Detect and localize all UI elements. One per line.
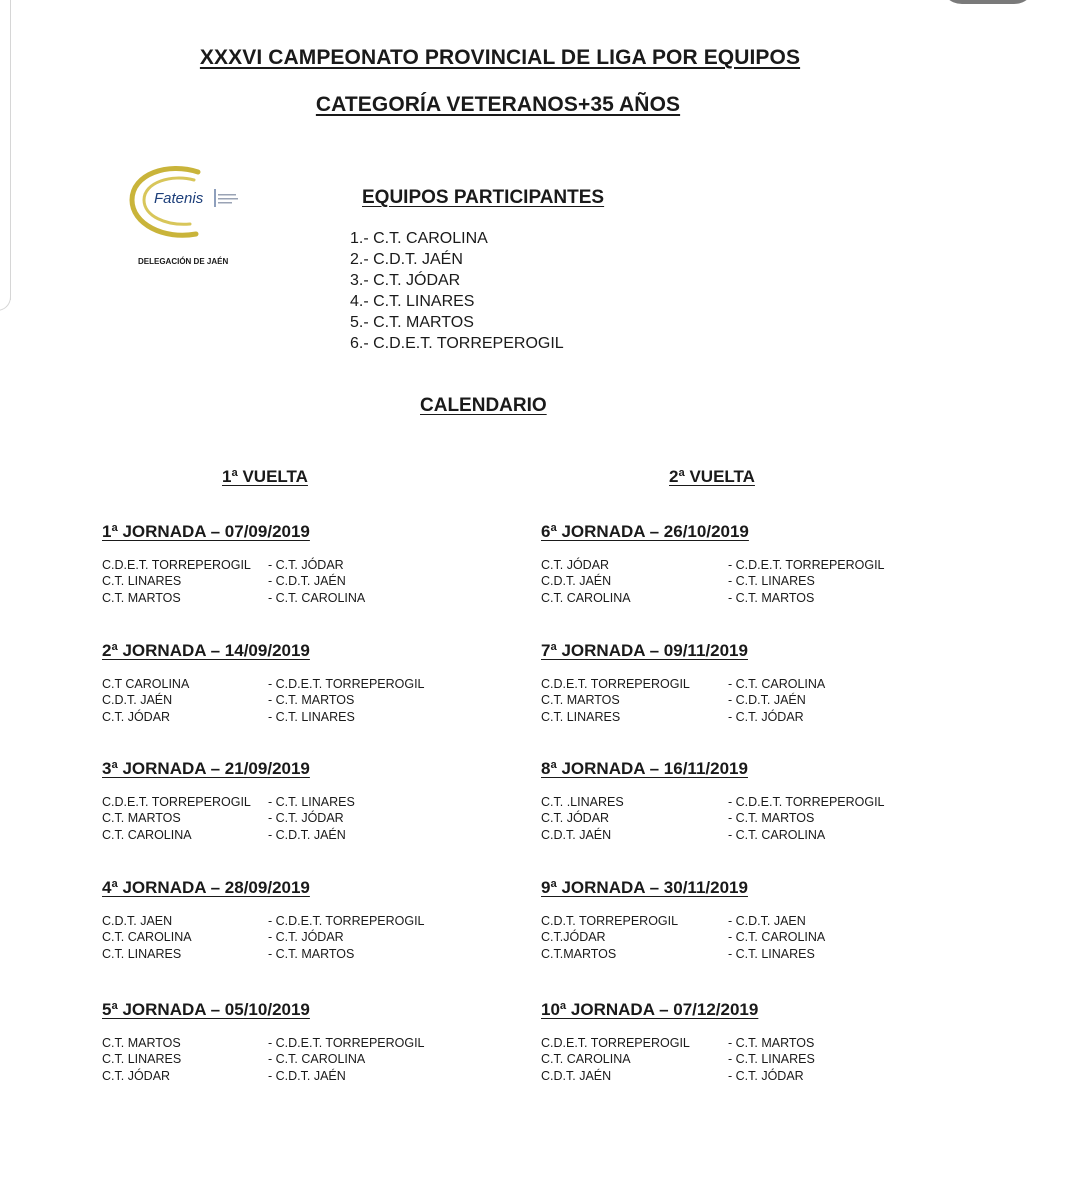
match-list bbox=[541, 676, 981, 725]
fatenis-logo bbox=[128, 158, 243, 248]
match-row bbox=[102, 709, 542, 725]
away-team: - C.D.E.T. TORREPEROGIL bbox=[268, 1036, 425, 1050]
home-team: C.D.T. JAEN bbox=[102, 914, 173, 928]
away-team: - C.T. LINARES bbox=[268, 795, 355, 809]
match-row bbox=[102, 590, 542, 606]
jornada-title: 10ª JORNADA – 07/12/2019 bbox=[541, 1000, 759, 1019]
jornada-block bbox=[102, 878, 542, 962]
home-team: C.T. CAROLINA bbox=[541, 1052, 631, 1067]
away-team: - C.T. MARTOS bbox=[728, 590, 815, 605]
home-team: C.D.E.T. TORREPEROGIL bbox=[102, 795, 251, 809]
match-row bbox=[102, 946, 542, 962]
team-list bbox=[350, 228, 564, 354]
jornada-title: 1ª JORNADA – 07/09/2019 bbox=[102, 522, 310, 541]
teams-heading: EQUIPOS PARTICIPANTES bbox=[362, 187, 605, 208]
match-row bbox=[102, 1068, 542, 1084]
away-team: - C.D.E.T. TORREPEROGIL bbox=[268, 677, 425, 691]
match-list bbox=[541, 1035, 981, 1084]
away-team: - C.T. CAROLINA bbox=[728, 930, 826, 945]
match-row bbox=[541, 946, 981, 962]
logo-brand-text: Fatenis bbox=[154, 190, 204, 207]
jornada-block bbox=[541, 759, 981, 843]
away-team: - C.T. CAROLINA bbox=[268, 590, 366, 605]
away-team: - C.T. CAROLINA bbox=[728, 827, 826, 842]
home-team: C.T. JÓDAR bbox=[102, 709, 171, 724]
jornada-title: 3ª JORNADA – 21/09/2019 bbox=[102, 759, 310, 778]
jornada-block bbox=[102, 522, 542, 606]
home-team: C.T. MARTOS bbox=[102, 590, 181, 605]
away-team: - C.D.T. JAÉN bbox=[268, 574, 346, 589]
match-row bbox=[541, 709, 981, 725]
jornada-block bbox=[102, 1000, 542, 1084]
home-team: C.T. JÓDAR bbox=[541, 558, 610, 572]
match-row bbox=[541, 1051, 981, 1067]
home-team: C.T. MARTOS bbox=[541, 693, 620, 708]
jornada-block bbox=[541, 1000, 981, 1084]
home-team: C.T.JÓDAR bbox=[541, 930, 606, 945]
match-row bbox=[541, 692, 981, 708]
second-round-heading: 2ª VUELTA bbox=[669, 467, 755, 486]
calendar-heading: CALENDARIO bbox=[420, 395, 547, 416]
jornada-block bbox=[541, 522, 981, 606]
first-round-heading: 1ª VUELTA bbox=[222, 467, 308, 486]
match-row bbox=[102, 573, 542, 589]
jornada-title: 5ª JORNADA – 05/10/2019 bbox=[102, 1000, 310, 1019]
home-team: C.T. CAROLINA bbox=[102, 827, 192, 842]
away-team: - C.T. LINARES bbox=[728, 946, 815, 961]
away-team: - C.T. JÓDAR bbox=[268, 558, 344, 572]
jornada-block bbox=[541, 641, 981, 725]
home-team: C.T. CAROLINA bbox=[541, 590, 631, 605]
match-row bbox=[541, 1035, 981, 1051]
away-team: - C.T. LINARES bbox=[728, 574, 815, 589]
home-team: C.T. JÓDAR bbox=[102, 1068, 171, 1083]
jornada-title: 8ª JORNADA – 16/11/2019 bbox=[541, 759, 748, 778]
home-team: C.T. LINARES bbox=[102, 574, 182, 589]
match-row bbox=[541, 676, 981, 692]
home-team: C.D.T. TORREPEROGIL bbox=[541, 914, 679, 928]
home-team: C.T. .LINARES bbox=[541, 795, 624, 809]
home-team: C.T. MARTOS bbox=[102, 811, 181, 826]
match-row bbox=[541, 590, 981, 606]
away-team: - C.T. LINARES bbox=[268, 709, 355, 724]
match-row bbox=[541, 557, 981, 573]
jornada-title: 9ª JORNADA – 30/11/2019 bbox=[541, 878, 748, 897]
match-row bbox=[102, 827, 542, 843]
away-team: - C.T. MARTOS bbox=[728, 811, 815, 826]
away-team: - C.T. JÓDAR bbox=[268, 811, 344, 826]
match-list bbox=[102, 1035, 542, 1084]
away-team: - C.D.E.T. TORREPEROGIL bbox=[728, 558, 885, 572]
match-list bbox=[102, 557, 542, 606]
document-subtitle: CATEGORÍA VETERANOS+35 AÑOS bbox=[315, 93, 681, 116]
camera-notch-shape bbox=[940, 0, 1036, 4]
page-edge-curve bbox=[0, 285, 11, 311]
match-row bbox=[102, 1051, 542, 1067]
match-list bbox=[102, 794, 542, 843]
team-item: 4.- C.T. LINARES bbox=[350, 293, 475, 310]
home-team: C.T. LINARES bbox=[102, 946, 182, 961]
team-item: 2.- C.D.T. JAÉN bbox=[350, 251, 463, 268]
match-row bbox=[102, 810, 542, 826]
home-team: C.T. MARTOS bbox=[102, 1036, 181, 1050]
match-row bbox=[102, 557, 542, 573]
match-list bbox=[541, 794, 981, 843]
logo-fineprint-line bbox=[218, 194, 236, 196]
document-title: XXXVI CAMPEONATO PROVINCIAL DE LIGA POR EQUIPOS bbox=[199, 46, 801, 69]
jornada-title: 2ª JORNADA – 14/09/2019 bbox=[102, 641, 310, 660]
match-row bbox=[102, 692, 542, 708]
match-list bbox=[541, 913, 981, 962]
fatenis-logo-graphic bbox=[128, 158, 243, 248]
home-team: C.D.E.T. TORREPEROGIL bbox=[541, 1036, 690, 1050]
jornada-title: 4ª JORNADA – 28/09/2019 bbox=[102, 878, 310, 897]
jornada-title: 6ª JORNADA – 26/10/2019 bbox=[541, 522, 749, 541]
logo-fineprint-line bbox=[218, 202, 232, 204]
away-team: - C.T. LINARES bbox=[728, 1052, 815, 1067]
match-row bbox=[102, 1035, 542, 1051]
away-team: - C.T. MARTOS bbox=[268, 693, 355, 708]
away-team: - C.T. CAROLINA bbox=[268, 1052, 366, 1067]
away-team: - C.T. CAROLINA bbox=[728, 677, 826, 691]
jornada-block bbox=[102, 759, 542, 843]
home-team: C.T. LINARES bbox=[102, 1052, 182, 1067]
away-team: - C.T. JÓDAR bbox=[728, 709, 804, 724]
team-item: 3.- C.T. JÓDAR bbox=[350, 272, 461, 289]
logo-fineprint-line bbox=[218, 198, 238, 200]
match-row bbox=[102, 913, 542, 929]
home-team: C.D.T. JAÉN bbox=[541, 827, 612, 842]
match-list bbox=[102, 676, 542, 725]
match-row bbox=[102, 929, 542, 945]
match-list bbox=[541, 557, 981, 606]
home-team: C.T. CAROLINA bbox=[102, 930, 192, 945]
match-row bbox=[541, 827, 981, 843]
home-team: C.D.T. JAÉN bbox=[541, 1068, 612, 1083]
home-team: C.D.E.T. TORREPEROGIL bbox=[102, 558, 251, 572]
match-row bbox=[102, 794, 542, 810]
match-row bbox=[541, 929, 981, 945]
team-item: 5.- C.T. MARTOS bbox=[350, 314, 474, 331]
jornada-title: 7ª JORNADA – 09/11/2019 bbox=[541, 641, 748, 660]
away-team: - C.T. MARTOS bbox=[268, 946, 355, 961]
home-team: C.D.E.T. TORREPEROGIL bbox=[541, 677, 690, 691]
away-team: - C.T. JÓDAR bbox=[728, 1068, 804, 1083]
home-team: C.D.T. JAÉN bbox=[102, 693, 173, 708]
match-row bbox=[541, 810, 981, 826]
away-team: - C.D.T. JAÉN bbox=[268, 1068, 346, 1083]
match-row bbox=[102, 676, 542, 692]
home-team: C.T. LINARES bbox=[541, 709, 621, 724]
away-team: - C.D.T. JAÉN bbox=[268, 827, 346, 842]
away-team: - C.D.E.T. TORREPEROGIL bbox=[728, 795, 885, 809]
match-row bbox=[541, 573, 981, 589]
away-team: - C.T. MARTOS bbox=[728, 1036, 815, 1050]
jornada-block bbox=[541, 878, 981, 962]
away-team: - C.D.T. JAEN bbox=[728, 914, 806, 928]
away-team: - C.D.E.T. TORREPEROGIL bbox=[268, 914, 425, 928]
team-item: 1.- C.T. CAROLINA bbox=[350, 230, 488, 247]
home-team: C.T. JÓDAR bbox=[541, 811, 610, 826]
jornada-block bbox=[102, 641, 542, 725]
match-list bbox=[102, 913, 542, 962]
match-row bbox=[541, 1068, 981, 1084]
home-team: C.D.T. JAÉN bbox=[541, 574, 612, 589]
team-item: 6.- C.D.E.T. TORREPEROGIL bbox=[350, 335, 564, 352]
home-team: C.T CAROLINA bbox=[102, 677, 190, 691]
match-row bbox=[541, 913, 981, 929]
match-row bbox=[541, 794, 981, 810]
away-team: - C.D.T. JAÉN bbox=[728, 693, 806, 708]
logo-caption: DELEGACIÓN DE JAÉN bbox=[138, 257, 229, 266]
home-team: C.T.MARTOS bbox=[541, 946, 617, 961]
away-team: - C.T. JÓDAR bbox=[268, 930, 344, 945]
page-edge-line bbox=[10, 0, 11, 300]
